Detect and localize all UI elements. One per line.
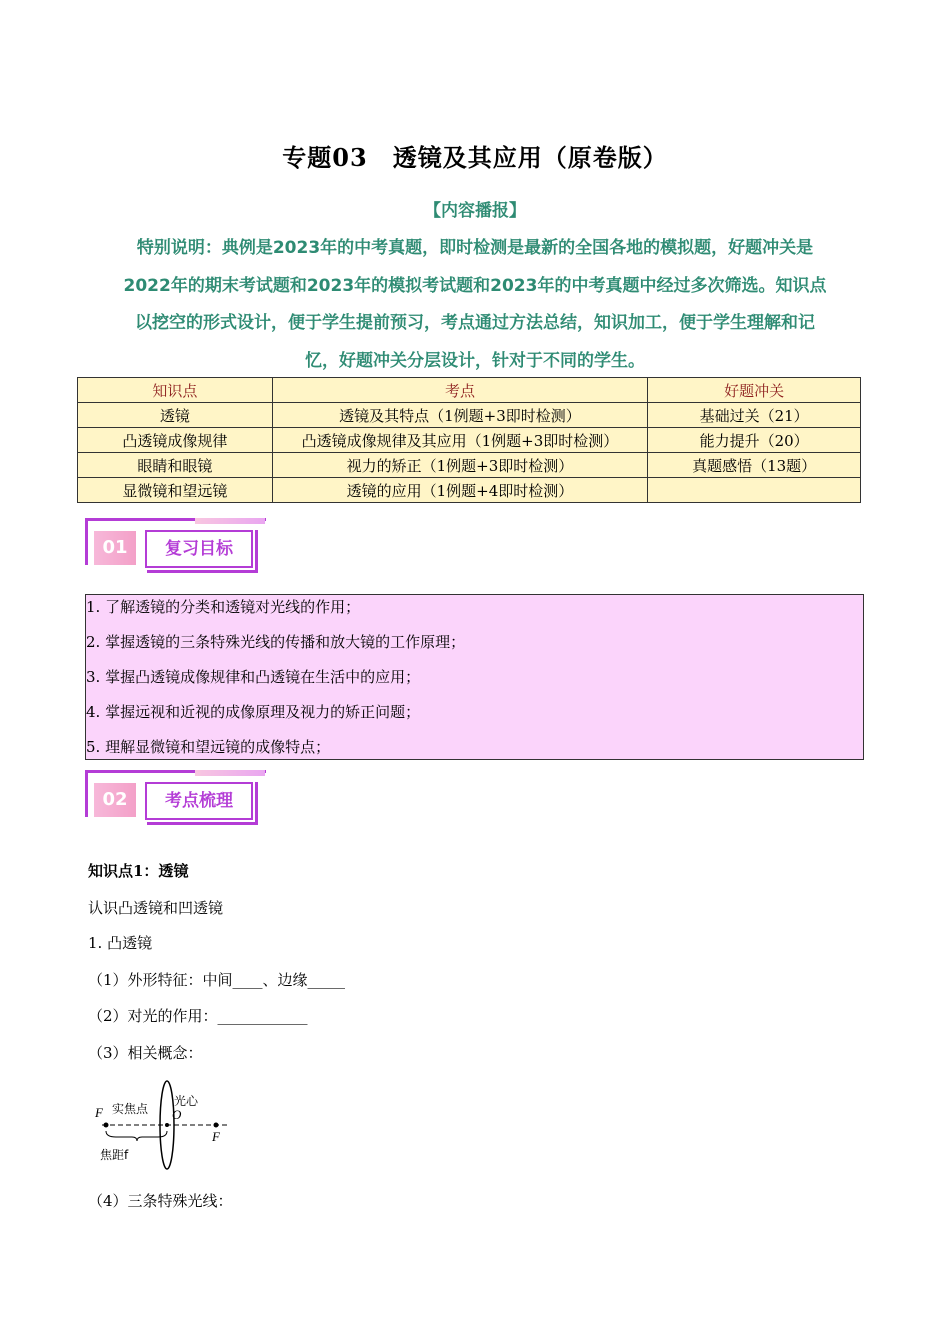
convex-lens-diagram: [92, 1075, 242, 1175]
special-note: [85, 230, 865, 380]
goal-item: 1. 了解透镜的分类和透镜对光线的作用；: [86, 598, 361, 616]
goal-item: 5. 理解显微镜和望远镜的成像特点；: [86, 738, 331, 756]
table-row: [78, 478, 861, 503]
header-knowledge: 知识点: [78, 378, 273, 403]
note-line: 忆，好题冲关分层设计，针对于不同的学生。: [305, 350, 645, 371]
table-row: [78, 428, 861, 453]
optical-center-point: [165, 1123, 169, 1127]
table-cell: 显微镜和望远镜: [78, 478, 273, 503]
kp-related-concepts: （3）相关概念：: [88, 1044, 203, 1062]
kp-shape-feature: （1）外形特征：中间____、边缘_____: [88, 971, 346, 989]
kp-intro: 认识凸透镜和凹透镜: [88, 899, 224, 917]
kp-special-rays: （4）三条特殊光线：: [88, 1192, 233, 1210]
table-cell: 凸透镜成像规律: [78, 428, 273, 453]
focal-point-left: [104, 1123, 109, 1128]
f-left-label: F: [95, 1105, 103, 1120]
focus-label: 实焦点: [112, 1102, 149, 1116]
review-goals-box: [85, 594, 864, 760]
note-line: 2022年的期末考试题和2023年的模拟考试题和2023年的中考真题中经过多次筛选。知识点: [123, 275, 827, 296]
focal-length-label: 焦距f: [100, 1148, 129, 1162]
table-header-row: [78, 378, 861, 403]
page-title: 专题03 透镜及其应用（原卷版）: [282, 143, 668, 172]
section-label: 复习目标: [145, 530, 253, 568]
goal-item: 2. 掌握透镜的三条特殊光线的传播和放大镜的工作原理；: [86, 633, 466, 651]
table-cell: 视力的矫正（1例题+3即时检测）: [272, 453, 647, 478]
table-cell: 透镜的应用（1例题+4即时检测）: [272, 478, 647, 503]
goal-item: 3. 掌握凸透镜成像规律和凸透镜在生活中的应用；: [86, 668, 421, 686]
content-broadcast-label: 【内容播报】: [424, 201, 526, 221]
section-number: 02: [94, 783, 136, 817]
note-line: 以挖空的形式设计，便于学生提前预习，考点通过方法总结，知识加工，便于学生理解和记: [135, 313, 815, 333]
table-row: [78, 453, 861, 478]
knowledge-point-title: 知识点1：透镜: [88, 862, 189, 880]
header-practice: 好题冲关: [648, 378, 861, 403]
section-badge-review-goals: [85, 518, 275, 578]
table-cell: 透镜及其特点（1例题+3即时检测）: [272, 403, 647, 428]
table-cell: 真题感悟（13题）: [648, 453, 861, 478]
kp-item-convex-lens: 1. 凸透镜: [88, 934, 153, 952]
kp-light-effect: （2）对光的作用：____________: [88, 1007, 308, 1025]
table-cell: [648, 478, 861, 503]
table-row: [78, 403, 861, 428]
note-line: 特别说明：典例是2023年的中考真题，即时检测是最新的全国各地的模拟题，好题冲关是: [136, 238, 814, 258]
table-cell: 眼睛和眼镜: [78, 453, 273, 478]
section-label: 考点梳理: [145, 782, 253, 820]
table-cell: 能力提升（20）: [648, 428, 861, 453]
header-exam-point: 考点: [272, 378, 647, 403]
table-cell: 凸透镜成像规律及其应用（1例题+3即时检测）: [272, 428, 647, 453]
o-label: O: [172, 1107, 182, 1122]
optical-center-label: 光心: [174, 1094, 199, 1108]
badge-stripe: [195, 770, 265, 776]
table-cell: 透镜: [78, 403, 273, 428]
overview-table: [77, 377, 861, 503]
f-right-label: F: [212, 1129, 220, 1144]
section-number: 01: [94, 531, 136, 565]
badge-stripe: [195, 518, 265, 524]
goal-item: 4. 掌握远视和近视的成像原理及视力的矫正问题；: [86, 703, 421, 721]
focal-length-brace: [106, 1131, 167, 1141]
table-cell: 基础过关（21）: [648, 403, 861, 428]
section-badge-exam-points: [85, 770, 275, 830]
focal-point-right: [214, 1123, 219, 1128]
